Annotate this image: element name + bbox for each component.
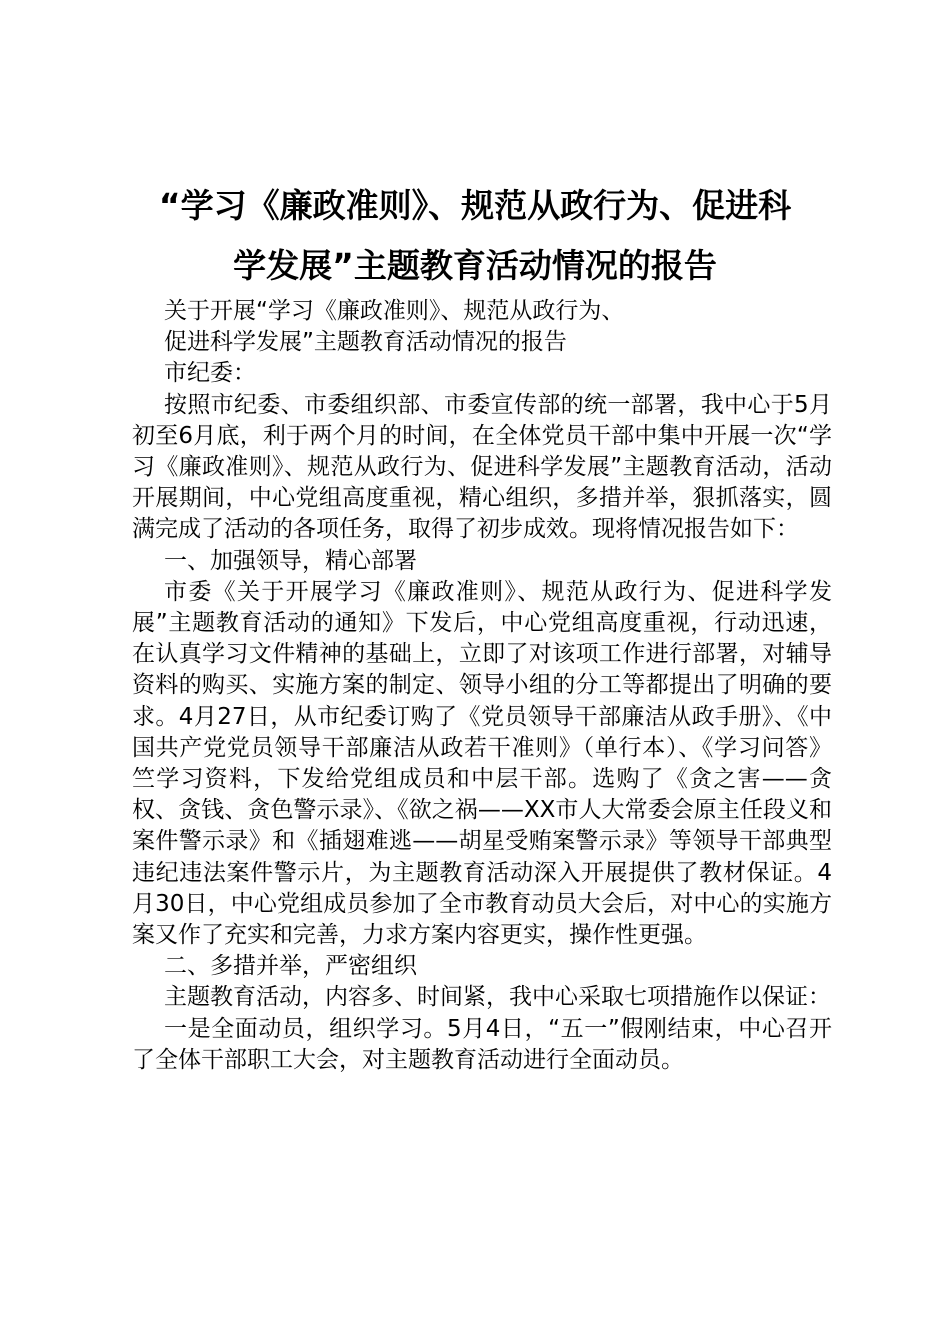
- paragraph-intro: 按照市纪委、市委组织部、市委宣传部的统一部署，我中心于5月初至6月底，利于两个月的时间，在全体党员干部中集中开展一次“学习《廉政准则》、规范从政行为、促进科学发展”主题教育活动，活动开展期间，中心党组高度重视，精心组织，多措并举，狠抓落实，圆满完成了活动的各项任务，取得了初步成效。现将情况报告如下：: [132, 391, 832, 543]
- subtitle-line-1: 关于开展“学习《廉政准则》、规范从政行为、: [164, 298, 625, 324]
- paragraph-measure-1: 一是全面动员，组织学习。5月4日，“五一”假刚结束，中心召开了全体干部职工大会，对主题教育活动进行全面动员。: [132, 1015, 832, 1073]
- document-title-line-1: “学习《廉政准则》、规范从政行为、促进科: [158, 186, 792, 225]
- paragraph-section-1: 市委《关于开展学习《廉政准则》、规范从政行为、促进科学发展”主题教育活动的通知》下发后，中心党组高度重视，行动迅速，在认真学习文件精神的基础上，立即了对该项工作进行部署，对辅导资料的购买、实施方案的制定、领导小组的分工等都提出了明确的要求。4月27日，从市纪委订购了《党员领导干部廉洁从政手册》、《中国共产党党员领导干部廉洁从政若干准则》（单行本）、《学习问答》竺学习资料，下发给党组成员和中层干部。选购了《贪之害——贪权、贪钱、贪色警示录》、《欲之祸——XX市人大常委会原主任段义和案件警示录》和《插翅难逃——胡星受贿案警示录》等领导干部典型违纪违法案件警示片，为主题教育活动深入开展提供了教材保证。4月30日，中心党组成员参加了全市教育动员大会后，对中心的实施方案又作了充实和完善，力求方案内容更实，操作性更强。: [132, 578, 832, 949]
- subtitle-line-2: 促进科学发展”主题教育活动情况的报告: [164, 329, 567, 356]
- paragraph-section-2-intro: 主题教育活动，内容多、时间紧，我中心采取七项措施作以保证：: [164, 984, 831, 1011]
- document-title-line-2: 学发展”主题教育活动情况的报告: [233, 246, 717, 285]
- salutation: 市纪委：: [164, 360, 256, 387]
- document-body: [132, 296, 832, 1076]
- section-heading-2: 二、多措并举，严密组织: [164, 953, 417, 980]
- section-heading-1: 一、加强领导，精心部署: [164, 547, 417, 574]
